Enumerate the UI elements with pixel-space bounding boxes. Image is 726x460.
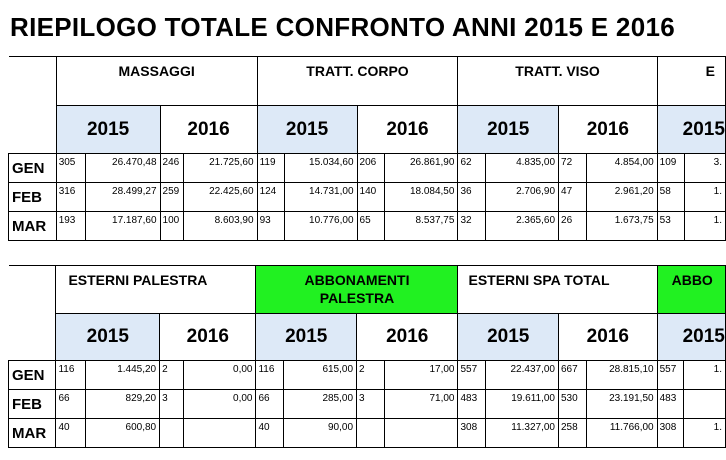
amount-cell: 0,00 [183,390,256,419]
corner-cell [9,57,57,154]
year-header: 2015 [657,314,725,361]
count-cell: 32 [458,212,486,241]
group-header-esterni-palestra: ESTERNI PALESTRA [56,266,256,314]
count-cell: 193 [56,212,86,241]
group-header-tratt-corpo: TRATT. CORPO [257,57,458,106]
count-cell: 206 [357,154,385,183]
count-cell: 40 [256,419,284,448]
group-header-massaggi: MASSAGGI [56,57,257,106]
group-header-tratt-viso: TRATT. VISO [458,57,657,106]
count-cell: 62 [458,154,486,183]
count-cell: 483 [458,390,486,419]
amount-cell: 71,00 [384,390,458,419]
amount-cell: 15.034,60 [285,154,357,183]
year-header: 2015 [458,314,559,361]
amount-cell: 21.725,60 [184,154,257,183]
count-cell: 66 [256,390,284,419]
count-cell: 109 [657,154,684,183]
month-label: GEN [9,361,56,390]
year-header: 2016 [559,106,658,154]
group-header-abbonamenti-palestra: ABBONAMENTI PALESTRA [256,266,458,314]
year-header: 2015 [458,106,559,154]
amount-cell: 0,00 [183,361,256,390]
amount-cell: 11.766,00 [586,419,657,448]
year-header: 2016 [357,314,458,361]
count-cell: 258 [559,419,587,448]
count-cell: 2 [160,361,184,390]
amount-cell: 829,20 [86,390,160,419]
month-label: FEB [9,183,57,212]
amount-cell: 17,00 [384,361,458,390]
count-cell: 116 [56,361,86,390]
amount-cell: 1.445,20 [86,361,160,390]
count-cell: 3 [160,390,184,419]
group-header-partial: ABBO [657,266,725,314]
table-row [9,361,726,390]
count-cell: 246 [160,154,184,183]
count-cell [160,419,184,448]
count-cell: 36 [458,183,486,212]
amount-cell: 90,00 [284,419,357,448]
group-header-partial: E [657,57,725,106]
year-header: 2016 [160,314,256,361]
amount-cell: 1.673,75 [586,212,657,241]
amount-cell: 22.437,00 [486,361,559,390]
amount-cell: 1. [684,212,725,241]
amount-cell: 17.187,60 [86,212,160,241]
count-cell: 667 [559,361,587,390]
amount-cell: 4.835,00 [486,154,559,183]
amount-cell: 4.854,00 [586,154,657,183]
amount-cell: 3. [684,154,725,183]
month-label: MAR [9,212,57,241]
amount-cell: 600,80 [86,419,160,448]
year-header: 2016 [559,314,658,361]
count-cell: 47 [559,183,587,212]
amount-cell: 23.191,50 [586,390,657,419]
count-cell: 140 [357,183,385,212]
count-cell: 308 [657,419,684,448]
corner-cell [9,266,56,361]
count-cell: 557 [657,361,684,390]
amount-cell: 18.084,50 [385,183,458,212]
count-cell: 308 [458,419,486,448]
amount-cell: 22.425,60 [184,183,257,212]
count-cell: 259 [160,183,184,212]
table-row [9,154,726,183]
count-cell: 2 [357,361,385,390]
amount-cell: 1. [684,183,725,212]
year-header: 2015 [56,106,160,154]
count-cell: 40 [56,419,86,448]
amount-cell: 1. [684,361,726,390]
year-header: 2016 [160,106,257,154]
month-label: FEB [9,390,56,419]
count-cell: 316 [56,183,86,212]
amount-cell: 26.470,48 [86,154,160,183]
count-cell: 124 [257,183,285,212]
amount-cell: 1. [684,419,726,448]
amount-cell: 2.961,20 [586,183,657,212]
amount-cell: 10.776,00 [285,212,357,241]
count-cell: 119 [257,154,285,183]
page-title: RIEPILOGO TOTALE CONFRONTO ANNI 2015 E 2016 [10,12,675,42]
year-header: 2015 [657,106,725,154]
table-row [9,390,726,419]
year-header: 2015 [56,314,160,361]
amount-cell: 11.327,00 [486,419,559,448]
amount-cell: 615,00 [284,361,357,390]
count-cell: 116 [256,361,284,390]
amount-cell: 285,00 [284,390,357,419]
count-cell: 483 [657,390,684,419]
amount-cell: 26.861,90 [385,154,458,183]
month-label: GEN [9,154,57,183]
table-row [9,212,726,241]
year-header: 2016 [357,106,458,154]
count-cell: 530 [559,390,587,419]
count-cell: 58 [657,183,684,212]
year-header: 2015 [256,314,357,361]
count-cell: 65 [357,212,385,241]
count-cell: 557 [458,361,486,390]
amount-cell: 8.603,90 [184,212,257,241]
amount-cell: 19.611,00 [486,390,559,419]
amount-cell: 28.499,27 [86,183,160,212]
amount-cell [684,390,726,419]
amount-cell: 2.365,60 [486,212,559,241]
group-header-esterni-spa: ESTERNI SPA TOTAL [458,266,657,314]
count-cell: 53 [657,212,684,241]
count-cell: 3 [357,390,385,419]
summary-table-1 [8,56,726,241]
summary-table-2 [8,265,726,448]
amount-cell [183,419,256,448]
amount-cell: 14.731,00 [285,183,357,212]
month-label: MAR [9,419,56,448]
count-cell: 100 [160,212,184,241]
amount-cell [384,419,458,448]
table-row [9,183,726,212]
count-cell: 305 [56,154,86,183]
count-cell: 72 [559,154,587,183]
count-cell: 93 [257,212,285,241]
count-cell: 26 [559,212,587,241]
amount-cell: 2.706,90 [486,183,559,212]
year-header: 2015 [257,106,357,154]
count-cell [357,419,385,448]
count-cell: 66 [56,390,86,419]
amount-cell: 28.815,10 [586,361,657,390]
amount-cell: 8.537,75 [385,212,458,241]
table-row [9,419,726,448]
